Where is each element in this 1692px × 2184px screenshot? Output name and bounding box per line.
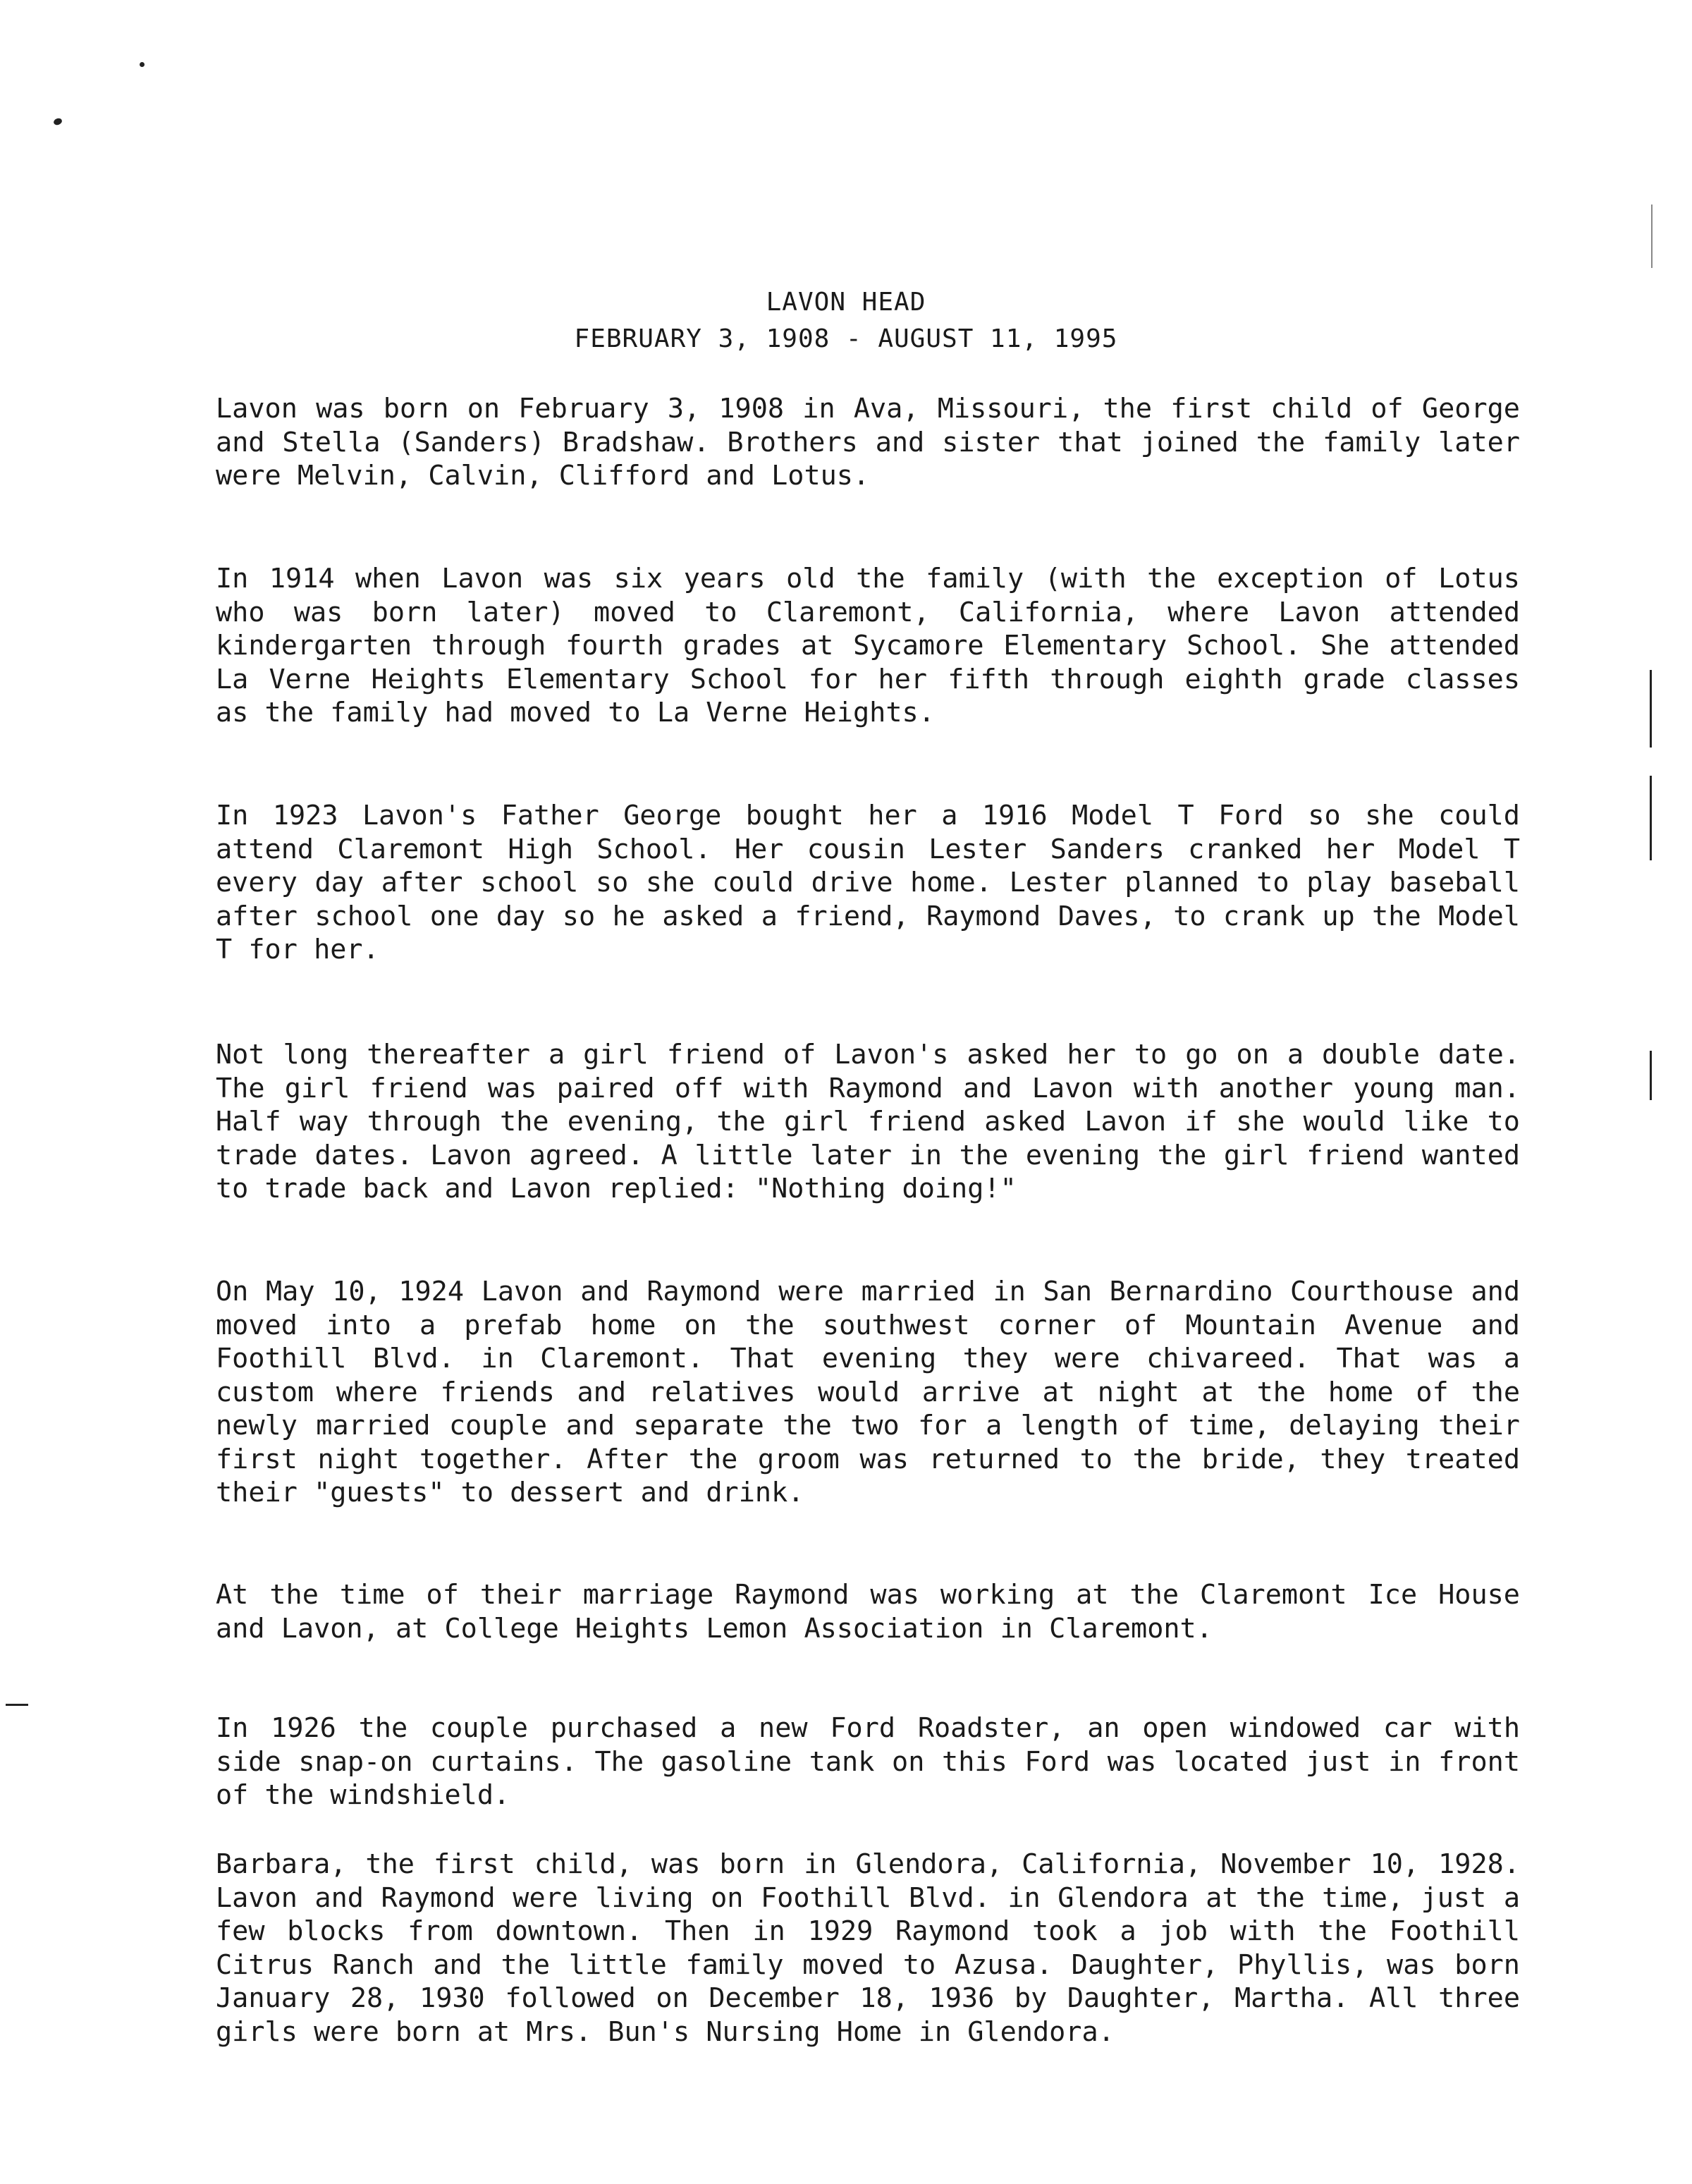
paragraph-model-t: In 1923 Lavon's Father George bought her a 1916 Model T Ford so she could attend Claremont High School. Her cousin Lester Sanders cranked her Model T every day after school so she could drive home. Lester planned to play baseball after school one day so he asked a friend, Raymond Daves, to crank up the Model T for her. [216, 800, 1520, 965]
scan-speck-mark [53, 117, 63, 126]
margin-line-mark [1650, 1051, 1652, 1100]
document-dates: FEBRUARY 3, 1908 - AUGUST 11, 1995 [574, 324, 1118, 353]
margin-dash-mark [6, 1704, 28, 1706]
paragraph-double-date: Not long thereafter a girl friend of Lavon's asked her to go on a double date. The girl friend was paired off with Raymond and Lavon with another young man. Half way through the evening, the girl friend asked Lavon if she would like to trade dates. Lavon agreed. A little later in the evening the girl friend wanted to trade back and Lavon replied: "Nothing doing!" [216, 1039, 1520, 1204]
margin-line-mark [1650, 776, 1652, 860]
paragraph-childhood: In 1914 when Lavon was six years old the family (with the exception of Lotus who was born later) moved to Claremont, California, where Lavon attended kindergarten through fourth grades at Sycamore Elementary School. She attended La Verne Heights Elementary School for her fifth through eighth grade classes as the family had moved to La Verne Heights. [216, 563, 1520, 728]
paragraph-children: Barbara, the first child, was born in Glendora, California, November 10, 1928. Lavon and Raymond were living on Foothill Blvd. in Glendora at the time, just a few blocks from downtown. Then in 1929 Raymond took a job with the Foothill Citrus Ranch and the little family moved to Azusa. Daughter, Phyllis, was born January 28, 1930 followed on December 18, 1936 by Daughter, Martha. All three girls were born at Mrs. Bun's Nursing Home in Glendora. [216, 1848, 1520, 2048]
paragraph-work: At the time of their marriage Raymond was working at the Claremont Ice House and Lavon, at College Heights Lemon Association in Claremont. [216, 1579, 1520, 1645]
margin-line-mark [1651, 205, 1653, 268]
document-title: LAVON HEAD [766, 288, 926, 317]
paragraph-roadster: In 1926 the couple purchased a new Ford Roadster, an open windowed car with side snap-on curtains. The gasoline tank on this Ford was located just in front of the windshield. [216, 1712, 1520, 1811]
paragraph-birth: Lavon was born on February 3, 1908 in Ava, Missouri, the first child of George and Stella (Sanders) Bradshaw. Brothers and sister that joined the family later were Melvin, Calvin, Clifford and Lotus. [216, 393, 1520, 492]
scan-speck-mark [140, 62, 145, 67]
margin-line-mark [1650, 670, 1652, 748]
paragraph-marriage: On May 10, 1924 Lavon and Raymond were married in San Bernardino Courthouse and moved into a prefab home on the southwest corner of Mountain Avenue and Foothill Blvd. in Claremont. That evening they were chivareed. That was a custom where friends and relatives would arrive at night at the home of the newly married couple and separate the two for a length of time, delaying their first night together. After the groom was returned to the bride, they treated their "guests" to dessert and drink. [216, 1276, 1520, 1508]
